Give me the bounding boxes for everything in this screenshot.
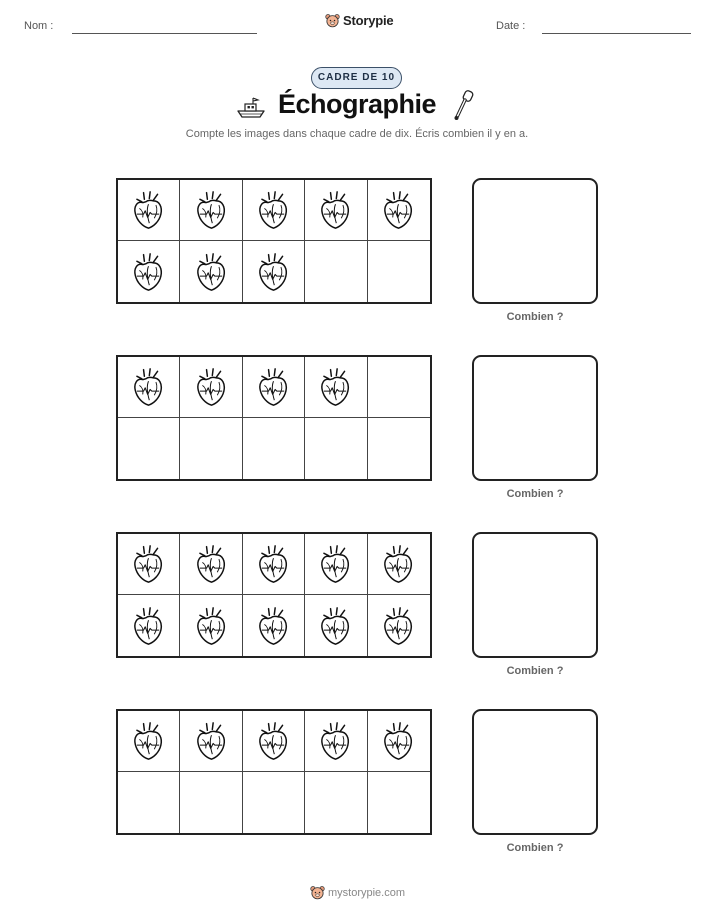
- answer-box[interactable]: [472, 178, 598, 304]
- ten-frame-cell: [180, 772, 242, 833]
- ten-frame-cell: [243, 534, 305, 595]
- anatomical-heart-icon: [319, 720, 352, 762]
- answer-box[interactable]: [472, 355, 598, 481]
- ten-frame-cell: [118, 241, 180, 302]
- ten-frame-cell: [180, 241, 242, 302]
- name-label: Nom :: [24, 20, 54, 32]
- ten-frame-cell: [368, 772, 430, 833]
- ten-frame-cell: [118, 772, 180, 833]
- footer: [310, 885, 405, 900]
- storypie-logo-icon: [310, 885, 325, 900]
- answer-box[interactable]: [472, 709, 598, 835]
- anatomical-heart-icon: [257, 366, 290, 408]
- ten-frame-cell: [243, 180, 305, 241]
- ten-frame-cell: [118, 711, 180, 772]
- anatomical-heart-icon: [195, 189, 228, 231]
- anatomical-heart-icon: [257, 605, 290, 647]
- ten-frame-cell: [118, 595, 180, 656]
- ten-frame-cell: [180, 357, 242, 418]
- anatomical-heart-icon: [195, 366, 228, 408]
- ten-frame-cell: [118, 534, 180, 595]
- anatomical-heart-icon: [257, 720, 290, 762]
- ten-frame-cell: [180, 711, 242, 772]
- ultrasound-probe-icon: [452, 90, 474, 122]
- anatomical-heart-icon: [195, 720, 228, 762]
- answer-label: Combien ?: [506, 311, 564, 323]
- anatomical-heart-icon: [257, 189, 290, 231]
- anatomical-heart-icon: [319, 366, 352, 408]
- ten-frame-cell: [305, 418, 367, 479]
- ten-frame-cell: [243, 241, 305, 302]
- ten-frame: [116, 178, 432, 304]
- ten-frame-cell: [368, 180, 430, 241]
- name-field-line[interactable]: [72, 33, 257, 34]
- ten-frame-cell: [180, 180, 242, 241]
- ten-frame-cell: [305, 595, 367, 656]
- ten-frame-cell: [243, 711, 305, 772]
- ten-frame-cell: [305, 180, 367, 241]
- page-title: Échographie: [277, 89, 437, 119]
- ten-frame-cell: [118, 180, 180, 241]
- anatomical-heart-icon: [319, 543, 352, 585]
- ten-frame-cell: [305, 711, 367, 772]
- instructions: Compte les images dans chaque cadre de dix. Écris combien il y en a.: [185, 128, 529, 140]
- footer-url: mystorypie.com: [328, 886, 406, 899]
- ten-frame-cell: [368, 357, 430, 418]
- category-badge: CADRE DE 10: [311, 67, 402, 89]
- ten-frame-cell: [305, 357, 367, 418]
- anatomical-heart-icon: [257, 543, 290, 585]
- ten-frame: [116, 709, 432, 835]
- ten-frame-cell: [368, 418, 430, 479]
- anatomical-heart-icon: [382, 605, 415, 647]
- ten-frame-cell: [368, 241, 430, 302]
- answer-label: Combien ?: [506, 842, 564, 854]
- storypie-logo-icon: [325, 13, 340, 28]
- anatomical-heart-icon: [132, 720, 165, 762]
- anatomical-heart-icon: [319, 605, 352, 647]
- anatomical-heart-icon: [132, 366, 165, 408]
- ten-frame-cell: [368, 595, 430, 656]
- brand-name: Storypie: [343, 13, 394, 28]
- ten-frame-cell: [368, 711, 430, 772]
- anatomical-heart-icon: [382, 189, 415, 231]
- date-field-line[interactable]: [542, 33, 691, 34]
- ten-frame-cell: [243, 418, 305, 479]
- answer-label: Combien ?: [506, 665, 564, 677]
- anatomical-heart-icon: [382, 720, 415, 762]
- anatomical-heart-icon: [132, 189, 165, 231]
- anatomical-heart-icon: [382, 543, 415, 585]
- date-label: Date :: [496, 20, 526, 32]
- answer-box[interactable]: [472, 532, 598, 658]
- answer-label: Combien ?: [506, 488, 564, 500]
- ten-frame-cell: [180, 595, 242, 656]
- ten-frame-cell: [305, 534, 367, 595]
- ten-frame-cell: [368, 534, 430, 595]
- ten-frame-cell: [305, 772, 367, 833]
- brand: [325, 13, 393, 28]
- anatomical-heart-icon: [132, 251, 165, 293]
- anatomical-heart-icon: [195, 251, 228, 293]
- anatomical-heart-icon: [132, 543, 165, 585]
- ten-frame-cell: [180, 418, 242, 479]
- ten-frame-cell: [243, 595, 305, 656]
- ten-frame-cell: [118, 418, 180, 479]
- ten-frame-cell: [243, 357, 305, 418]
- anatomical-heart-icon: [195, 543, 228, 585]
- ten-frame: [116, 532, 432, 658]
- ten-frame-cell: [180, 534, 242, 595]
- anatomical-heart-icon: [257, 251, 290, 293]
- ten-frame-cell: [305, 241, 367, 302]
- anatomical-heart-icon: [195, 605, 228, 647]
- ten-frame: [116, 355, 432, 481]
- ten-frame-cell: [118, 357, 180, 418]
- anatomical-heart-icon: [319, 189, 352, 231]
- anatomical-heart-icon: [132, 605, 165, 647]
- ten-frame-cell: [243, 772, 305, 833]
